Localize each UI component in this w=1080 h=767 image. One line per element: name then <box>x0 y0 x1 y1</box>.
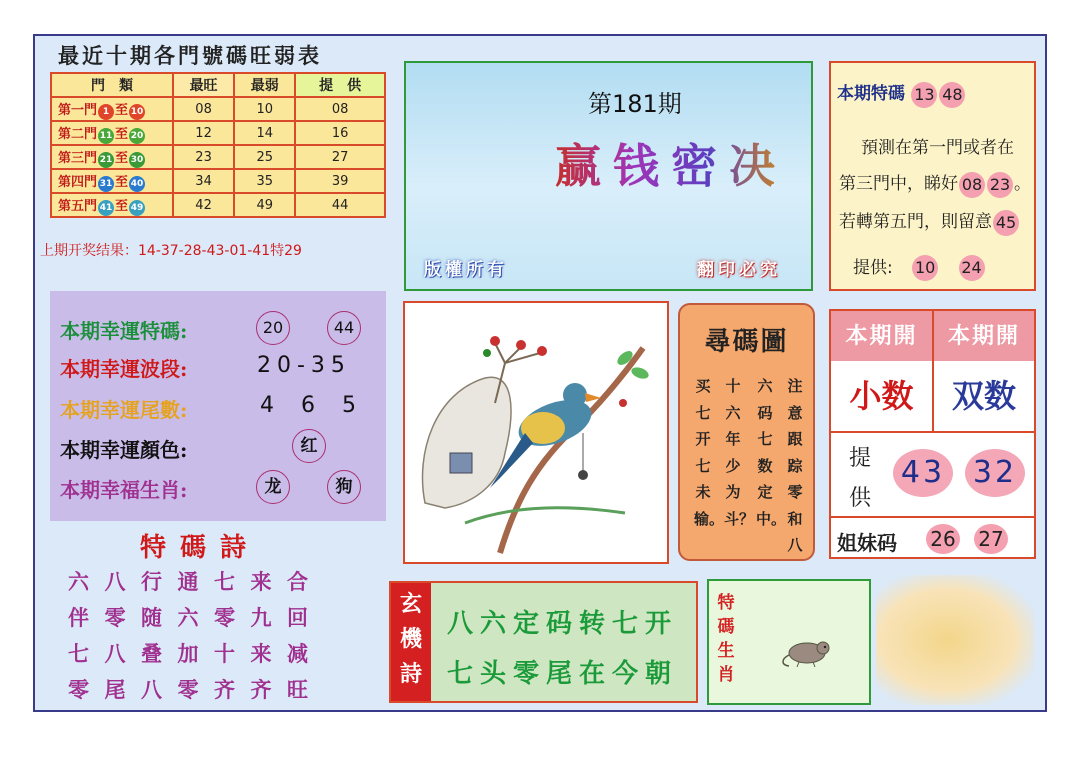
ranking-category-cell <box>51 121 173 145</box>
ranking-max-cell: 08 <box>173 97 234 121</box>
category-name: 第三門 <box>58 150 98 166</box>
ranking-min-cell: 49 <box>234 193 295 217</box>
category-name: 第四門 <box>58 174 98 190</box>
ranking-max-cell: 23 <box>173 145 234 169</box>
code-chart-column: 注意跟踪零和八 <box>787 377 803 554</box>
zodiac-label: 特碼生肖 <box>717 593 735 685</box>
prediction-special-ball: 48 <box>939 82 965 108</box>
open-table-divider <box>831 516 1034 518</box>
ranking-min-cell: 35 <box>234 169 295 193</box>
header-provide: 提 供 <box>295 73 385 97</box>
poem-line: 七八叠加十来减 <box>68 641 324 666</box>
range-end-ball: 40 <box>129 176 145 192</box>
ranking-table-row <box>51 121 385 145</box>
ranking-provide-cell: 44 <box>295 193 385 217</box>
range-word: 至 <box>115 198 129 214</box>
decorative-blob <box>876 575 1034 705</box>
prediction-box <box>829 61 1036 291</box>
lucky-band-value: 20-35 <box>257 353 351 378</box>
issue-number: 第181期 <box>588 90 682 118</box>
lucky-zodiac-label: 本期幸福生肖: <box>60 478 188 502</box>
prediction-alt-ball: 45 <box>993 210 1019 236</box>
poem-title: 特碼詩 <box>140 533 261 563</box>
ranking-table <box>50 72 386 218</box>
ranking-provide-cell: 39 <box>295 169 385 193</box>
ranking-table-header <box>51 73 385 97</box>
range-end-ball: 10 <box>129 104 145 120</box>
header-category: 門 類 <box>51 73 173 97</box>
category-name: 第五門 <box>58 198 98 214</box>
range-start-ball: 21 <box>98 152 114 168</box>
lucky-special-ball: 44 <box>327 311 361 345</box>
code-chart-title: 尋碼圖 <box>704 327 789 357</box>
lucky-color-value: 红 <box>292 429 326 463</box>
range-word: 至 <box>115 174 129 190</box>
header-min: 最弱 <box>234 73 295 97</box>
code-chart <box>678 303 815 561</box>
header-max: 最旺 <box>173 73 234 97</box>
range-word: 至 <box>115 150 129 166</box>
banner-slogan: 赢钱密决 <box>555 130 787 196</box>
ranking-table-row <box>51 169 385 193</box>
prediction-pick-ball: 08 <box>959 172 985 198</box>
anti-piracy-text: 翻印必究 <box>697 260 781 280</box>
ranking-table-title: 最近十期各門號碼旺弱表 <box>58 43 322 68</box>
prediction-line-3-text: 若轉第五門，則留意 <box>839 212 992 232</box>
lucky-band-label: 本期幸運波段: <box>60 357 188 381</box>
ranking-max-cell: 12 <box>173 121 234 145</box>
open-provide-label: 提供 <box>849 446 872 511</box>
prediction-provide-row <box>853 253 986 281</box>
lucky-special-label: 本期幸運特碼: <box>60 319 188 343</box>
poem-line: 伴零随六零九回 <box>68 605 324 630</box>
poem-line: 六八行通七来合 <box>68 569 324 594</box>
ranking-category-cell <box>51 169 173 193</box>
prediction-provide-label: 提供: <box>853 258 893 278</box>
zodiac-box <box>707 579 871 705</box>
open-head-right: 本期開 <box>934 311 1034 361</box>
range-word: 至 <box>115 102 129 118</box>
category-name: 第二門 <box>58 126 98 142</box>
ranking-category-cell <box>51 193 173 217</box>
range-end-ball: 30 <box>129 152 145 168</box>
prediction-pick-ball: 23 <box>987 172 1013 198</box>
open-value-left: 小数 <box>831 361 934 433</box>
prediction-line-3 <box>839 207 1020 236</box>
ranking-min-cell: 10 <box>234 97 295 121</box>
prediction-line-2-suffix: 。 <box>1014 174 1031 194</box>
prediction-special-ball: 13 <box>911 82 937 108</box>
open-head-left: 本期開 <box>831 311 934 361</box>
ranking-category-cell <box>51 145 173 169</box>
prediction-line-2-text: 第三門中，睇好 <box>839 174 958 194</box>
ranking-min-cell: 14 <box>234 121 295 145</box>
open-table <box>829 309 1036 559</box>
prediction-special-label: 本期特碼 <box>837 84 905 104</box>
ranking-provide-cell: 16 <box>295 121 385 145</box>
ranking-table-row <box>51 193 385 217</box>
lucky-panel <box>50 291 386 521</box>
bird-drawing <box>405 303 667 562</box>
code-chart-column: 十六年少为斗？ <box>724 377 755 528</box>
lucky-special-ball: 20 <box>256 311 290 345</box>
ranking-category-cell <box>51 97 173 121</box>
bird-illustration <box>403 301 669 564</box>
ranking-min-cell: 25 <box>234 145 295 169</box>
lucky-tail-label: 本期幸運尾數: <box>60 398 188 422</box>
mystic-poem-tag: 玄機詩 <box>391 583 431 701</box>
lucky-tail-value: 4 6 5 <box>260 393 366 418</box>
range-start-ball: 1 <box>98 104 114 120</box>
mystic-poem-line: 七头零尾在今朝 <box>447 659 679 689</box>
open-provide-ball: 32 <box>965 449 1025 497</box>
prediction-special-row <box>837 79 966 108</box>
range-end-ball: 20 <box>129 128 145 144</box>
sister-code-ball: 26 <box>926 524 960 554</box>
prediction-provide-ball: 24 <box>959 255 985 281</box>
sister-code-label: 姐妹码 <box>837 531 897 555</box>
ranking-provide-cell: 27 <box>295 145 385 169</box>
ranking-max-cell: 42 <box>173 193 234 217</box>
mystic-poem-box <box>389 581 698 703</box>
range-start-ball: 11 <box>98 128 114 144</box>
range-start-ball: 31 <box>98 176 114 192</box>
lucky-color-label: 本期幸運顏色: <box>60 438 188 462</box>
open-value-right: 双数 <box>934 361 1034 433</box>
category-name: 第一門 <box>58 102 98 118</box>
ranking-max-cell: 34 <box>173 169 234 193</box>
range-start-ball: 41 <box>98 200 114 216</box>
range-end-ball: 49 <box>129 200 145 216</box>
last-result-text: 上期开奖结果：14-37-28-43-01-41特29 <box>40 243 302 259</box>
copyright-text: 版權所有 <box>424 260 508 280</box>
code-chart-column: 六码七数定中。 <box>756 377 787 528</box>
rat-icon <box>779 635 835 669</box>
prediction-provide-ball: 10 <box>912 255 938 281</box>
ranking-provide-cell: 08 <box>295 97 385 121</box>
prediction-line-2 <box>839 169 1031 198</box>
lucky-zodiac-value: 狗 <box>327 470 361 504</box>
ranking-table-row <box>51 145 385 169</box>
code-chart-column: 买七开七未输。 <box>694 377 725 528</box>
range-word: 至 <box>115 126 129 142</box>
poem-line: 零尾八零齐齐旺 <box>68 677 324 702</box>
ranking-table-row <box>51 97 385 121</box>
open-provide-ball: 43 <box>893 449 953 497</box>
prediction-line-1: 預測在第一門或者在 <box>861 138 1014 158</box>
sister-code-ball: 27 <box>974 524 1008 554</box>
mystic-poem-line: 八六定码转七开 <box>447 609 679 639</box>
lucky-zodiac-value: 龙 <box>256 470 290 504</box>
